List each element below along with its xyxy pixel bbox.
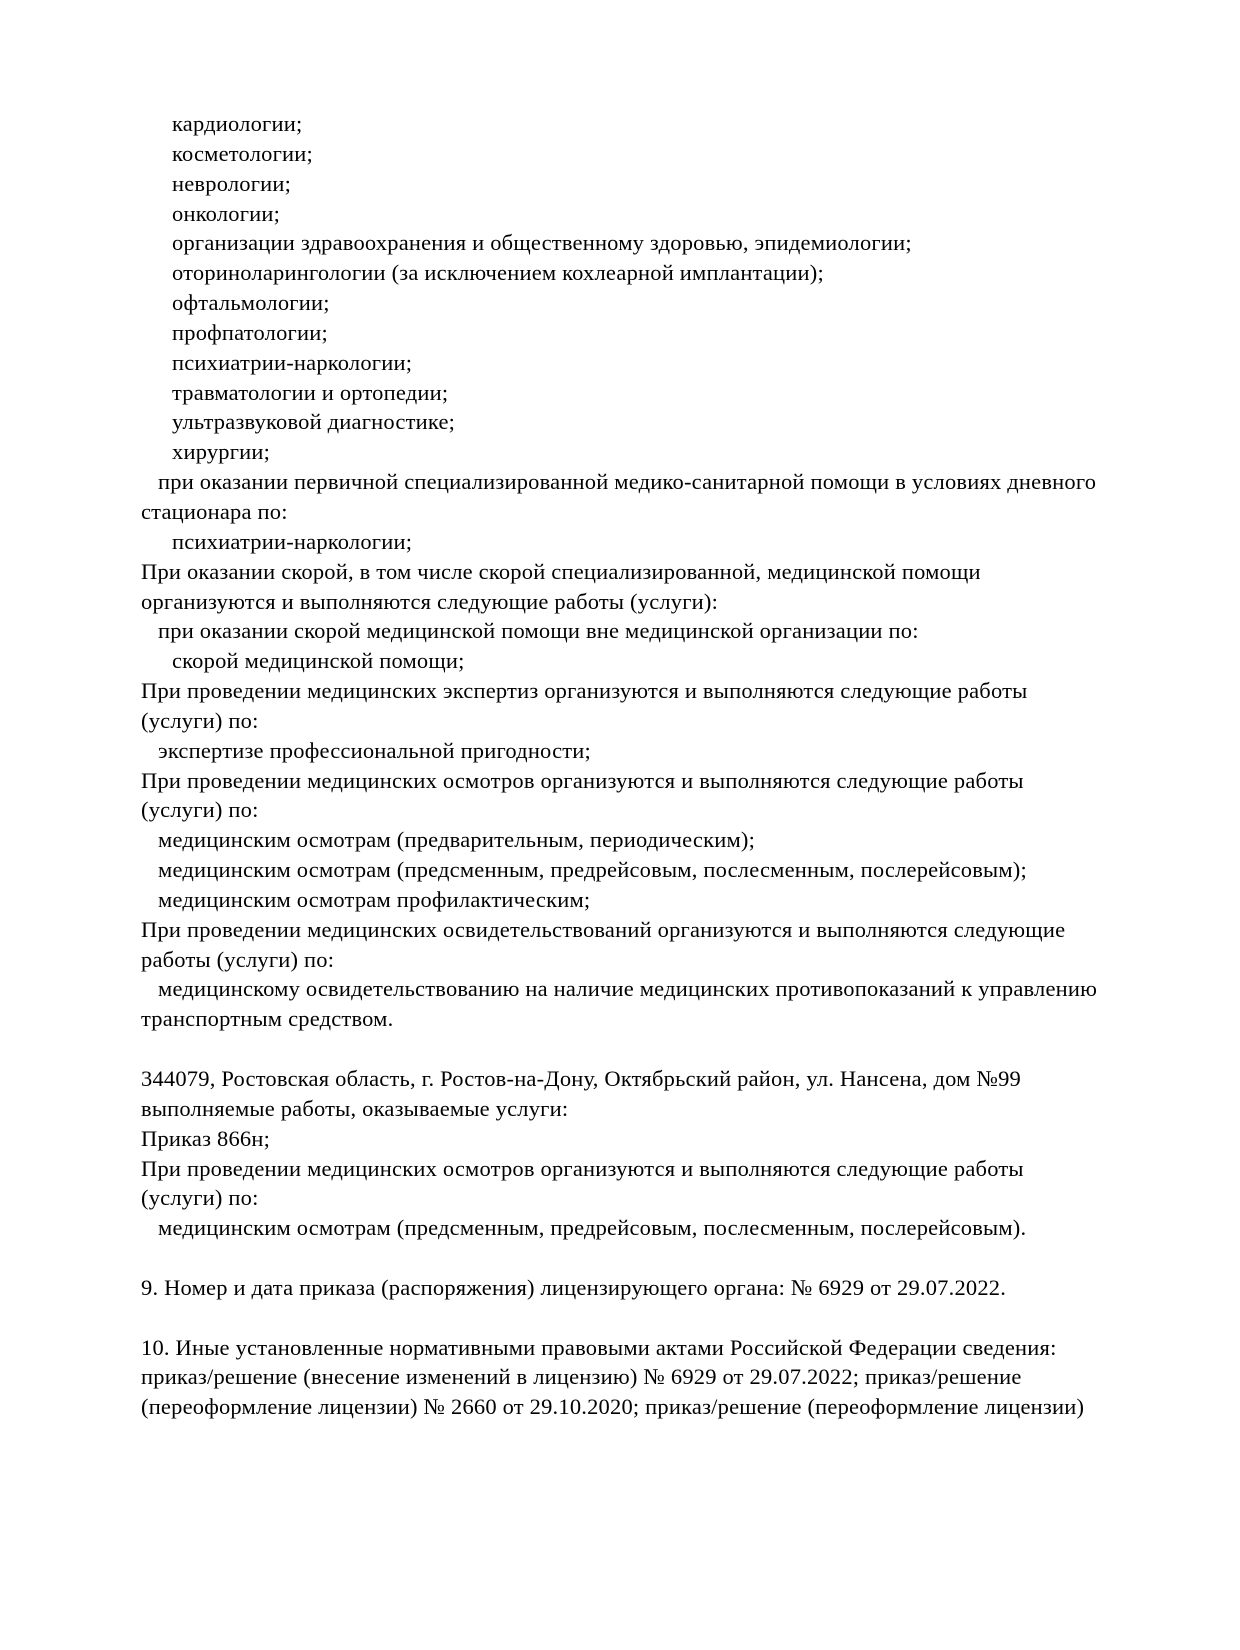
text-line: психиатрии-наркологии; — [172, 528, 413, 554]
text-line: Приказ 866н; — [141, 1125, 271, 1151]
text-line: медицинским осмотрам (предварительным, периодическим); — [158, 827, 756, 853]
text-line: профпатологии; — [172, 319, 328, 345]
text-line: косметологии; — [172, 140, 313, 166]
text-line: (услуги) по: — [141, 797, 259, 823]
text-line: неврологии; — [172, 170, 292, 196]
text-line: кардиологии; — [172, 111, 303, 136]
text-line: онкологии; — [172, 200, 281, 226]
text-line — [141, 1034, 1151, 1064]
document-text — [141, 109, 1151, 1422]
text-line: При проведении медицинских освидетельствований организуются и выполняются следующие — [141, 916, 1066, 942]
text-line: медицинским осмотрам (предсменным, предрейсовым, послесменным, послерейсовым); — [158, 857, 1027, 883]
text-line — [141, 1243, 1151, 1273]
text-line: организации здравоохранения и общественному здоровью, эпидемиологии; — [172, 230, 912, 256]
text-line: выполняемые работы, оказываемые услуги: — [141, 1095, 569, 1121]
text-line: медицинскому освидетельствованию на наличие медицинских противопоказаний к управлению — [158, 976, 1098, 1002]
text-line: при оказании скорой медицинской помощи вне медицинской организации по: — [158, 618, 919, 644]
text-line: ультразвуковой диагностике; — [172, 409, 456, 435]
text-line — [141, 1303, 1151, 1333]
text-line: При проведении медицинских осмотров организуются и выполняются следующие работы — [141, 767, 1024, 793]
text-line: при оказании первичной специализированной медико-санитарной помощи в условиях дневного — [158, 469, 1097, 495]
text-line: 344079, Ростовская область, г. Ростов-на-Дону, Октябрьский район, ул. Нансена, дом №99 — [141, 1066, 1022, 1091]
text-line: работы (услуги) по: — [141, 946, 335, 972]
text-line: При оказании скорой, в том числе скорой специализированной, медицинской помощи — [141, 558, 981, 584]
text-line: оториноларингологии (за исключением кохлеарной имплантации); — [172, 260, 824, 286]
text-line: стационара по: — [141, 498, 288, 524]
text-line: (услуги) по: — [141, 707, 259, 733]
text-line: экспертизе профессиональной пригодности; — [158, 737, 591, 763]
text-line: медицинским осмотрам (предсменным, предрейсовым, послесменным, послерейсовым). — [158, 1215, 1027, 1241]
text-line: транспортным средством. — [141, 1006, 394, 1032]
text-line: 9. Номер и дата приказа (распоряжения) лицензирующего органа: № 6929 от 29.07.2022. — [141, 1274, 1007, 1300]
text-line: психиатрии-наркологии; — [172, 349, 413, 375]
text-line: офтальмологии; — [172, 290, 330, 316]
text-line: 10. Иные установленные нормативными правовыми актами Российской Федерации сведения: — [141, 1334, 1057, 1360]
text-line: При проведении медицинских экспертиз организуются и выполняются следующие работы — [141, 678, 1028, 704]
text-line: медицинским осмотрам профилактическим; — [158, 886, 591, 912]
text-line: хирургии; — [172, 439, 271, 465]
text-line: (услуги) по: — [141, 1185, 259, 1211]
text-line: организуются и выполняются следующие работы (услуги): — [141, 588, 719, 614]
text-line: приказ/решение (внесение изменений в лицензию) № 6929 от 29.07.2022; приказ/решение — [141, 1364, 1022, 1390]
text-line: При проведении медицинских осмотров организуются и выполняются следующие работы — [141, 1155, 1024, 1181]
text-line: скорой медицинской помощи; — [172, 648, 465, 674]
text-line: (переоформление лицензии) № 2660 от 29.10.2020; приказ/решение (переоформление лицензии) — [141, 1394, 1085, 1420]
text-line: травматологии и ортопедии; — [172, 379, 449, 405]
